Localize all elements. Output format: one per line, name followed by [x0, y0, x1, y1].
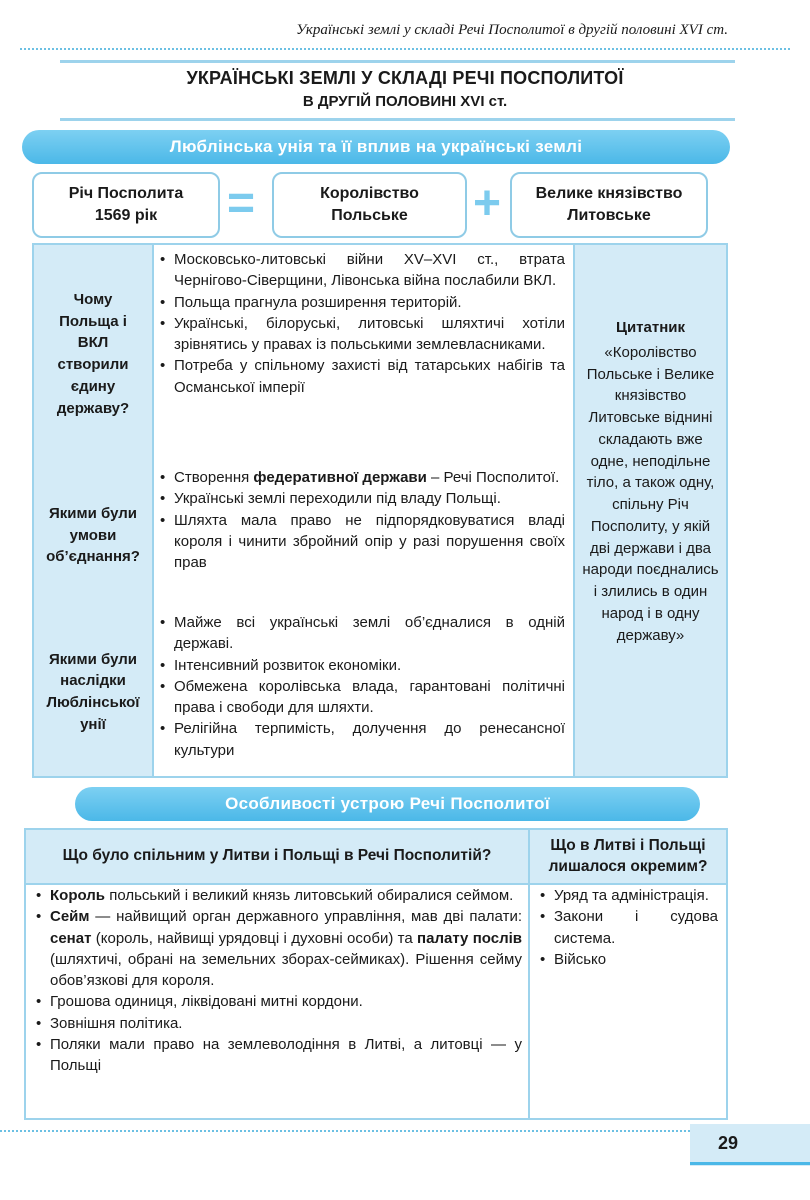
text-span: – Речі Посполитої. — [426, 469, 560, 486]
column-divider — [152, 245, 154, 776]
page-title — [40, 68, 770, 110]
list-item: • Польща прагнула розширення територій. — [160, 292, 565, 313]
list-item: • Військо — [540, 949, 718, 970]
text-span: (король, найвищі урядовці і духовні особи) та — [91, 929, 418, 947]
list-item: • Майже всі українські землі об’єдналися в одній державі. — [160, 612, 565, 655]
list-item: • Закони і судова система. — [540, 906, 718, 949]
equation-box-commonwealth — [32, 172, 220, 238]
page-number-box — [690, 1124, 810, 1166]
list-item: • Потреба у спільному захисті від татарських набігів та Османської імперії — [160, 355, 565, 398]
answers-union-conditions — [152, 463, 573, 608]
quote-text: «Королівство Польське і Велике князівство Литовське віднині складають вже одне, неподільне тіло, а також одну, спільну Річ Посполиту, у якій дві держави і два народи поєднались і злились в один народ і в одну державу» — [582, 343, 719, 644]
question-why-unite: Чому Польща і ВКЛ створили єдину державу? — [34, 245, 152, 463]
header-separate-features: Що в Литві і Польщі лишалося окремим? — [530, 830, 726, 883]
bold-term-chamber-of-envoys: палату послів — [417, 929, 522, 947]
bold-term-senate: сенат — [50, 929, 92, 947]
equation-kingdom-line2: Польське — [331, 207, 408, 224]
equation-commonwealth-year: 1569 рік — [94, 207, 158, 224]
common-features-list — [36, 885, 522, 1077]
page-number-rule — [690, 1162, 810, 1165]
list-item: • Обмежена королівська влада, гарантовані політичні права і свободи для шляхти. — [160, 676, 565, 719]
bold-term-federal-state: федеративної держави — [253, 469, 427, 486]
equation-duchy-line1: Велике князівство — [535, 184, 683, 202]
lublin-union-table — [32, 243, 728, 778]
list-item: • Шляхта мала право не підпорядковуватися владі короля і чинити збройний опір у разі порушення своїх прав — [160, 510, 565, 574]
equation-box-grand-duchy — [510, 172, 708, 238]
text-span: — найвищий орган державного управління, мав дві палати: — [89, 908, 522, 926]
commonwealth-structure-table — [24, 828, 728, 1120]
plus-sign-icon: + — [473, 177, 502, 230]
text-span: (шляхтичі, обрані на земельних зборах-сеймиках). Рішення сейму обов’язкові для короля. — [50, 950, 522, 990]
list-item: • Уряд та адміністрація. — [540, 885, 718, 906]
title-main: УКРАЇНСЬКІ ЗЕМЛІ У СКЛАДІ РЕЧІ ПОСПОЛИТОЇ — [186, 68, 624, 88]
page-number: 29 — [718, 1133, 739, 1153]
text-span: польський і великий князь литовський обиралися сеймом. — [105, 887, 514, 904]
list-item — [36, 906, 522, 991]
section-banner-commonwealth-structure: Особливості устрою Речі Посполитої — [75, 787, 700, 821]
equation-duchy-line2: Литовське — [567, 207, 651, 224]
list-item: • Поляки мали право на землеволодіння в Литві, а литовці — у Польщі — [36, 1034, 522, 1077]
list-item: • Українські, білоруські, литовські шляхтичі хотіли зрівнятись у правах із польськими землевласниками. — [160, 313, 565, 356]
title-subtitle: В ДРУГІЙ ПОЛОВИНІ XVI ст. — [302, 93, 508, 110]
quote-box — [575, 245, 726, 776]
list-item: • Релігійна терпимість, долучення до ренесансної культури — [160, 718, 565, 761]
answers-why-unite — [152, 245, 573, 463]
text-span: Створення — [174, 469, 254, 486]
running-head: Українські землі у складі Речі Посполитої в другій половині XVI ст. — [20, 22, 790, 52]
column-divider — [528, 830, 530, 1118]
equation-box-kingdom-poland — [272, 172, 467, 238]
bold-term-sejm: Сейм — [50, 908, 90, 926]
title-bottom-rule — [60, 118, 735, 121]
question-union-consequences: Якими були наслідки Люблінської унії — [34, 608, 152, 776]
equation-kingdom-line1: Королівство — [320, 184, 419, 202]
section-banner-lublin-union: Люблінська унія та її вплив на українські землі — [22, 130, 730, 164]
list-item — [160, 467, 565, 488]
equation-commonwealth-name: Річ Посполита — [68, 184, 184, 202]
answers-union-consequences — [152, 608, 573, 776]
header-common-features: Що було спільним у Литви і Польщі в Речі Посполитій? — [26, 830, 528, 883]
union-equation — [32, 172, 708, 238]
list-item: • Московсько-литовські війни XV–XVI ст., втрата Чернігово-Сіверщини, Лівонська війна послабили ВКЛ. — [160, 249, 565, 292]
equals-sign-icon: = — [227, 177, 256, 230]
list-item: • Зовнішня політика. — [36, 1013, 522, 1034]
separate-features-list — [540, 885, 718, 970]
question-union-conditions: Якими були умови об’єднання? — [34, 463, 152, 608]
list-item — [36, 885, 522, 906]
title-top-rule — [60, 60, 735, 63]
bold-term-king: Король — [50, 887, 106, 904]
list-item: • Грошова одиниця, ліквідовані митні кордони. — [36, 991, 522, 1012]
quote-title: Цитатник — [615, 319, 685, 336]
footer-rule — [0, 1130, 810, 1132]
list-item: • Інтенсивний розвиток економіки. — [160, 655, 565, 676]
list-item: • Українські землі переходили під владу Польщі. — [160, 488, 565, 509]
